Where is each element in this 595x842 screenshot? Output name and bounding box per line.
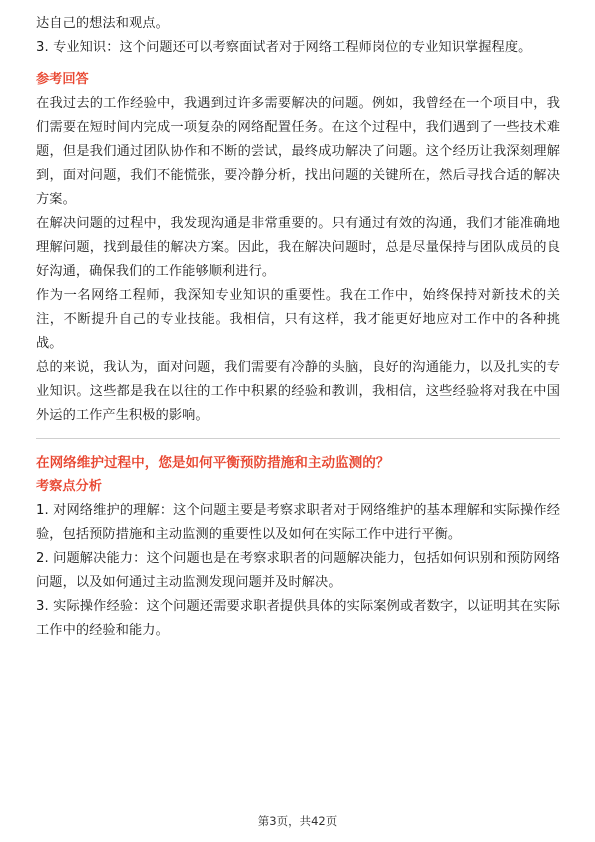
analysis-item-3: 3. 专业知识：这个问题还可以考察面试者对于网络工程师岗位的专业知识掌握程度。 xyxy=(36,40,532,55)
question-analysis-item-2: 2. 问题解决能力：这个问题也是在考察求职者的问题解决能力，包括如何识别和预防网络问题，以及如何通过主动监测发现问题并及时解决。 xyxy=(36,551,560,590)
page-content xyxy=(36,12,560,643)
answer-paragraph-3: 作为一名网络工程师，我深知专业知识的重要性。我在工作中，始终保持对新技术的关注，不断提升自己的专业技能。我相信，只有这样，我才能更好地应对工作中的各种挑战。 xyxy=(36,288,560,351)
answer-paragraph-4: 总的来说，我认为，面对问题，我们需要有冷静的头脑，良好的沟通能力，以及扎实的专业知识。这些都是我在以往的工作中积累的经验和教训，我相信，这些经验将对我在中国外运的工作产生积极的影响。 xyxy=(36,360,560,423)
question-title: 在网络维护过程中，您是如何平衡预防措施和主动监测的？ xyxy=(36,455,390,471)
section-divider xyxy=(36,438,560,439)
page-number-footer: 第3页，共42页 xyxy=(257,814,338,828)
reference-answer-heading: 参考回答 xyxy=(36,72,89,87)
question-analysis-item-3: 3. 实际操作经验：这个问题还需要求职者提供具体的实际案例或者数字，以证明其在实际工作中的经验和能力。 xyxy=(36,599,560,638)
analysis-heading: 考察点分析 xyxy=(36,479,102,494)
answer-paragraph-1: 在我过去的工作经验中，我遇到过许多需要解决的问题。例如，我曾经在一个项目中，我们需要在短时间内完成一项复杂的网络配置任务。在这个过程中，我们遇到了一些技术难题，但是我们通过团队协作和不断的尝试，最终成功解决了问题。这个经历让我深刻理解到，面对问题，我们不能慌张，要冷静分析，找出问题的关键所在，然后寻找合适的解决方案。 xyxy=(36,96,560,207)
question-analysis-item-1: 1. 对网络维护的理解：这个问题主要是考察求职者对于网络维护的基本理解和实际操作经验，包括预防措施和主动监测的重要性以及如何在实际工作中进行平衡。 xyxy=(36,503,560,542)
continued-paragraph: 达自己的想法和观点。 xyxy=(36,16,169,31)
answer-paragraph-2: 在解决问题的过程中，我发现沟通是非常重要的。只有通过有效的沟通，我们才能准确地理解问题，找到最佳的解决方案。因此，我在解决问题时，总是尽量保持与团队成员的良好沟通，确保我们的工作能够顺利进行。 xyxy=(36,216,560,279)
